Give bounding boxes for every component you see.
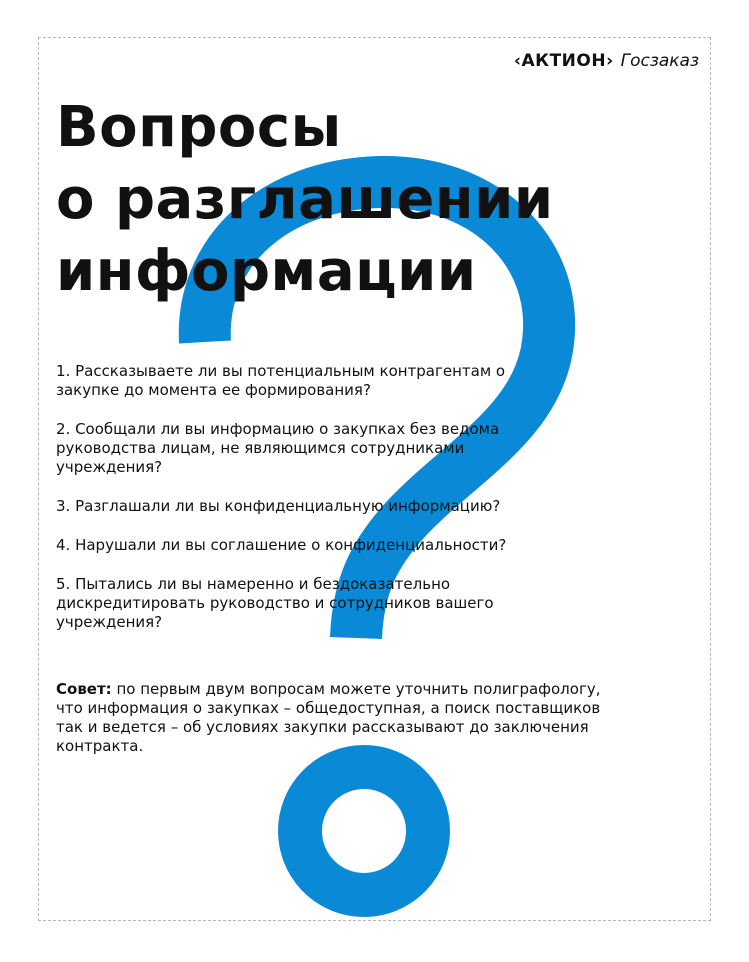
question-item: 3. Разглашали ли вы конфиденциальную информацию? [56,497,501,515]
brand-logo [514,51,699,71]
advice-label: Совет: [56,680,112,698]
advice-text: по первым двум вопросам можете уточнить полиграфологу, что информация о закупках – общедоступная, а поиск поставщиков так и ведется – об условиях закупки рассказывают до заключения контракта. [56,680,601,755]
question-item: 4. Нарушали ли вы соглашение о конфиденциальности? [56,536,507,554]
title-line-3: информации [56,239,477,304]
advice-paragraph [56,680,616,756]
question-list [56,362,556,652]
title-line-1: Вопросы [56,95,342,160]
logo-brand: ‹АКТИОН› [514,51,614,71]
question-item: 2. Сообщали ли вы информацию о закупках без ведома руководства лицам, не являющимся сотрудниками учреждения? [56,420,500,476]
page-title [56,92,554,308]
title-line-2: о разглашении [56,167,554,232]
question-item: 5. Пытались ли вы намеренно и бездоказательно дискредитировать руководство и сотрудников вашего учреждения? [56,575,494,631]
question-item: 1. Рассказываете ли вы потенциальным контрагентам о закупке до момента ее формирования? [56,362,506,399]
logo-product: Госзаказ [620,51,699,71]
